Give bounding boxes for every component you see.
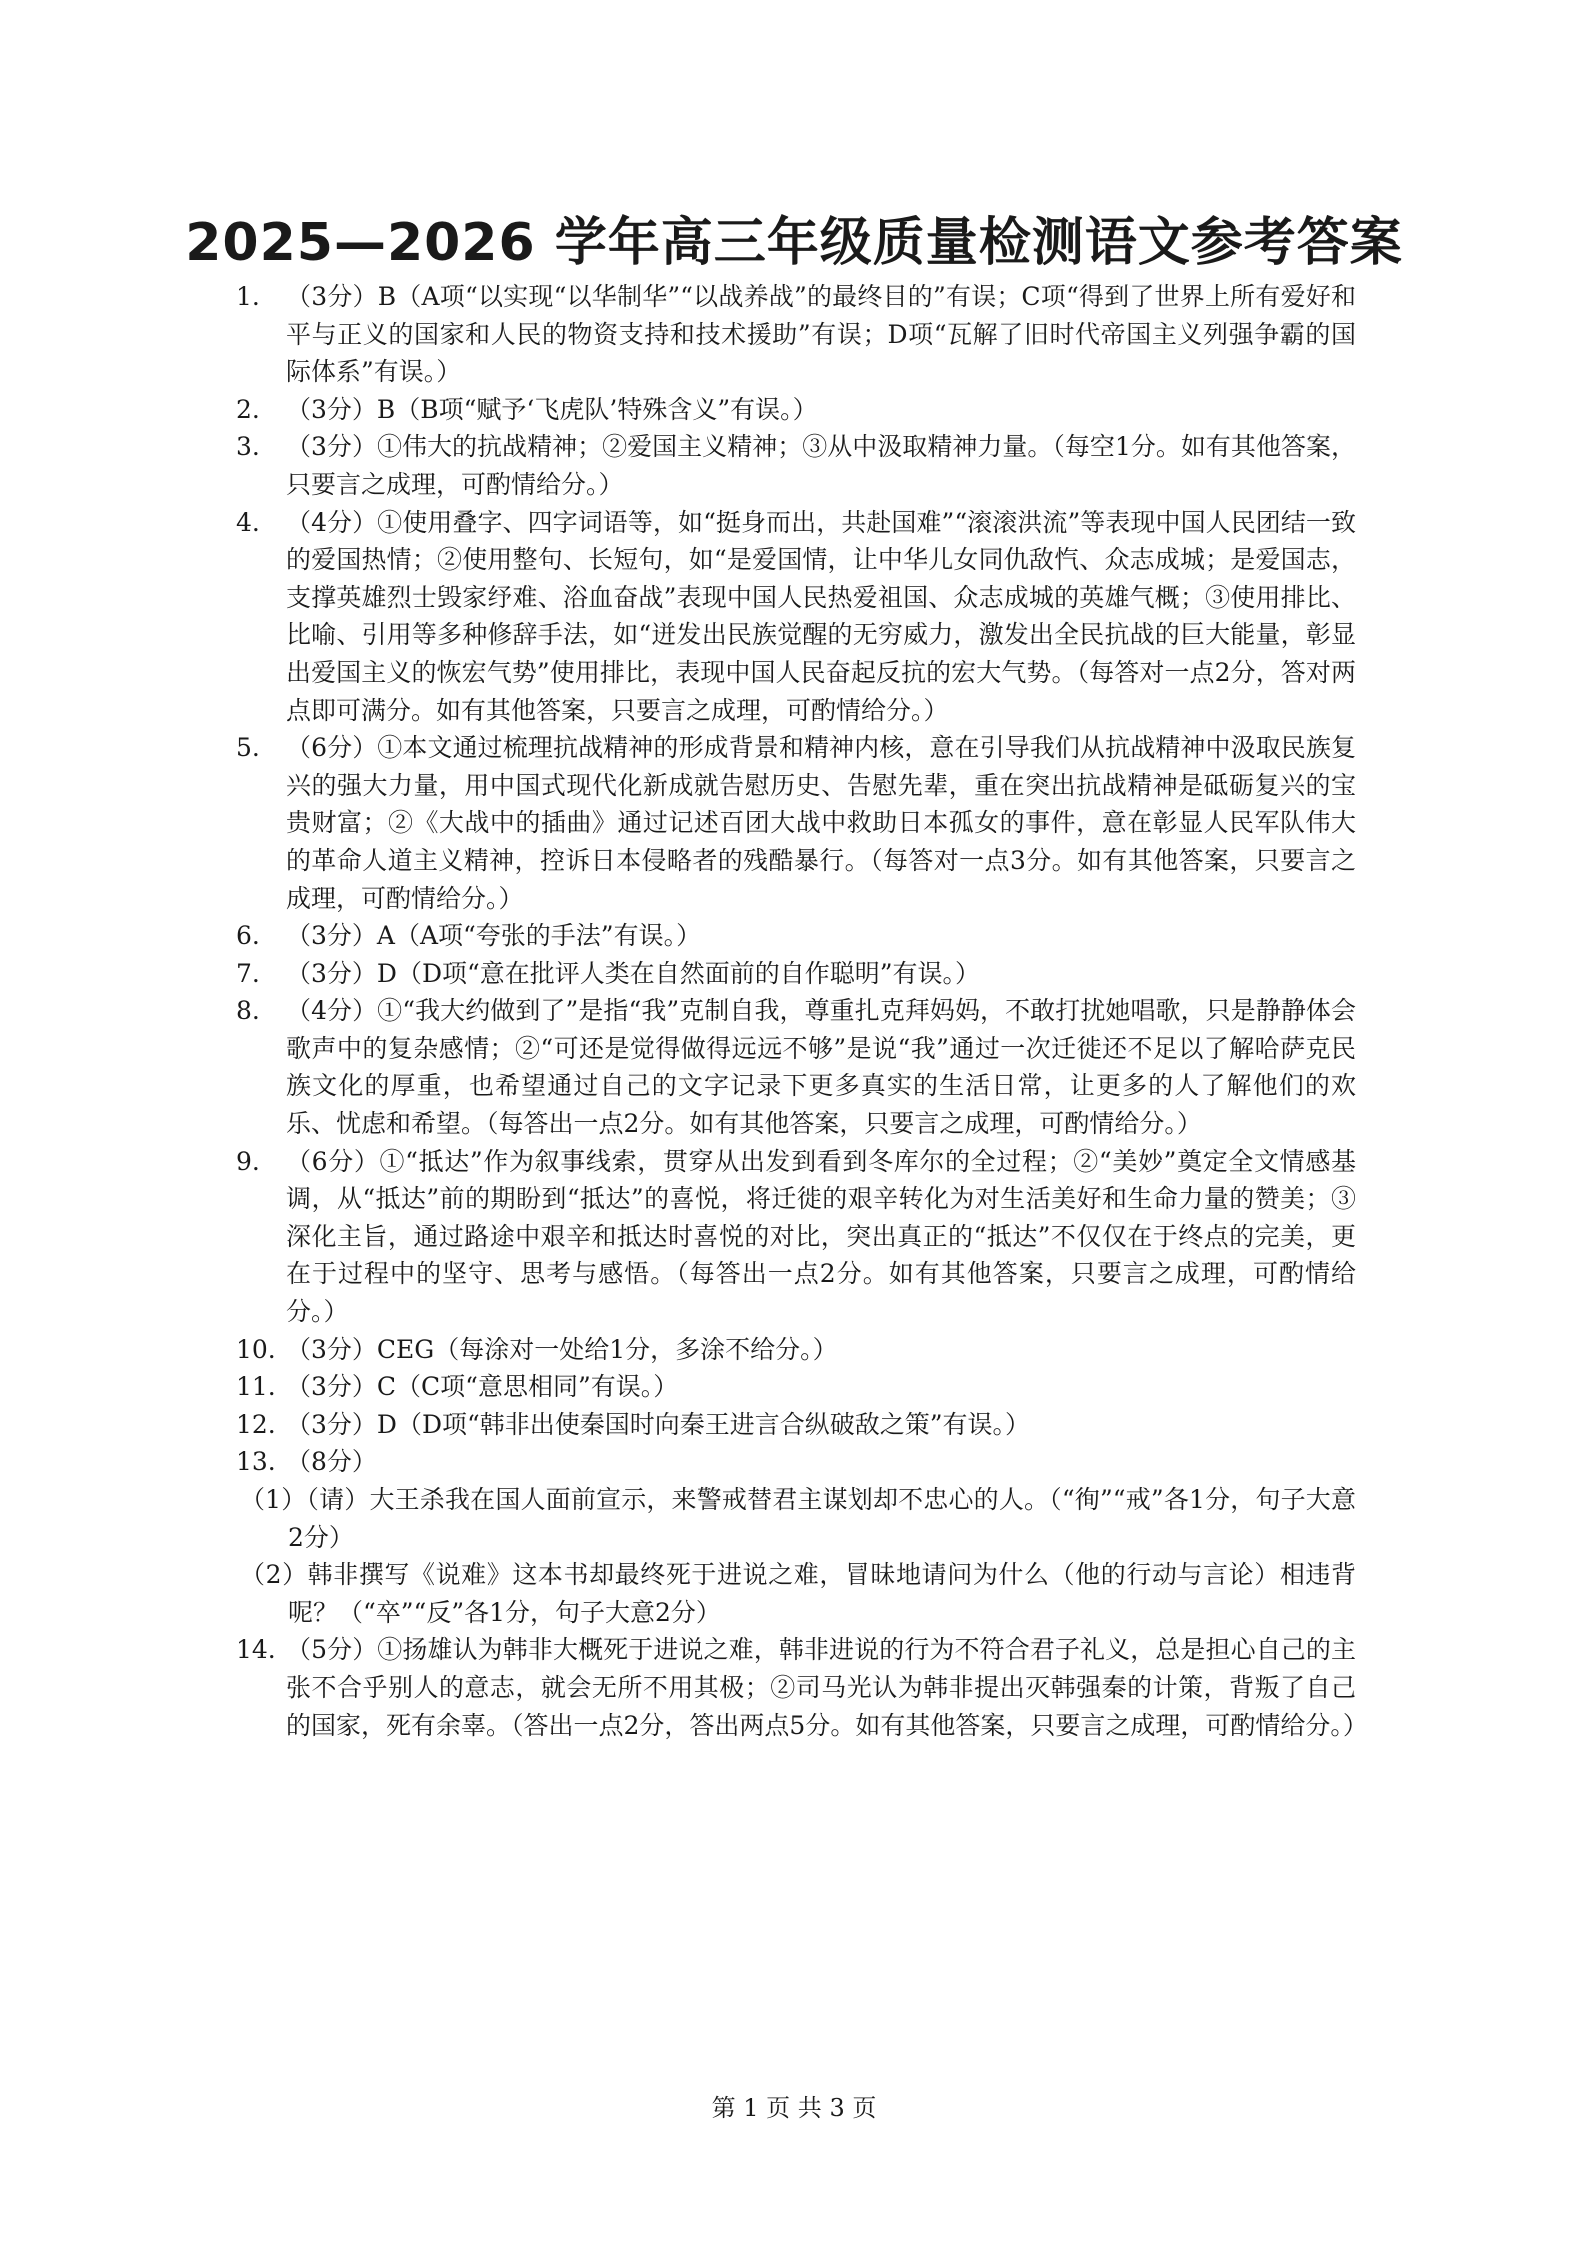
answer-text: （3分）①伟大的抗战精神；②爱国主义精神；③从中汲取精神力量。（每空1分。如有其他答案，只要言之成理，可酌情给分。）: [286, 432, 1356, 499]
answer-item-1: [236, 278, 1356, 391]
answer-text: （6分）①“抵达”作为叙事线索，贯穿从出发到看到冬库尔的全过程；②“美妙”奠定全文情感基调，从“抵达”前的期盼到“抵达”的喜悦，将迁徙的艰辛转化为对生活美好和生命力量的赞美；③深化主旨，通过路途中艰辛和抵达时喜悦的对比，突出真正的“抵达”不仅仅在于终点的完美，更在于过程中的坚守、思考与感悟。（每答出一点2分。如有其他答案，只要言之成理，可酌情给分。）: [286, 1146, 1356, 1327]
answer-item-14: [236, 1631, 1368, 1744]
answer-item-4: [236, 504, 1356, 730]
answer-number: 5.: [236, 733, 260, 763]
answer-item-10: [236, 1331, 1356, 1369]
answer-number: 2.: [236, 394, 260, 424]
answer-item-6: [236, 917, 1356, 955]
answer-item-3: [236, 428, 1356, 503]
answer-number: 14.: [236, 1635, 276, 1665]
answer-item-11: [236, 1368, 1356, 1406]
page-footer: 第 1 页 共 3 页: [711, 2094, 877, 2122]
answer-number: 9.: [236, 1146, 260, 1176]
answer-text: （3分）A（A项“夸张的手法”有误。）: [286, 921, 702, 951]
answer-number: 10.: [236, 1334, 276, 1364]
answer-number: 12.: [236, 1409, 276, 1439]
answer-number: 8.: [236, 996, 260, 1026]
answer-item-9: [236, 1143, 1356, 1331]
answer-item-7: [236, 955, 1356, 993]
answer-text: （4分）①使用叠字、四字词语等，如“挺身而出，共赴国难”“滚滚洪流”等表现中国人民团结一致的爱国热情；②使用整句、长短句，如“是爱国情，让中华儿女同仇敌忾、众志成城；是爱国志，支撑英雄烈士毁家纾难、浴血奋战”表现中国人民热爱祖国、众志成城的英雄气概；③使用排比、比喻、引用等多种修辞手法，如“迸发出民族觉醒的无穷威力，激发出全民抗战的巨大能量，彰显出爱国主义的恢宏气势”使用排比，表现中国人民奋起反抗的宏大气势。（每答对一点2分，答对两点即可满分。如有其他答案，只要言之成理，可酌情给分。）: [286, 507, 1356, 725]
answer-text: （3分）B（B项“赋予‘飞虎队’特殊含义”有误。）: [286, 394, 818, 424]
sub-answer-13-2: （2）韩非撰写《说难》这本书却最终死于进说之难，冒昧地请问为什么（他的行动与言论）相违背呢？（“卒”“反”各1分，句子大意2分）: [240, 1560, 1356, 1627]
answer-item-2: [236, 391, 1356, 429]
answer-text: （4分）①“我大约做到了”是指“我”克制自我，尊重扎克拜妈妈，不敢打扰她唱歌，只是静静体会歌声中的复杂感情；②“可还是觉得做得远远不够”是说“我”通过一次迁徙还不足以了解哈萨克民族文化的厚重，也希望通过自己的文字记录下更多真实的生活日常，让更多的人了解他们的欢乐、忧虑和希望。（每答出一点2分。如有其他答案，只要言之成理，可酌情给分。）: [286, 996, 1356, 1139]
answer-item-5: [236, 729, 1356, 917]
answer-number: 11.: [236, 1372, 276, 1402]
answer-number: 1.: [236, 282, 260, 311]
document-title: 2025—2026 学年高三年级质量检测语文参考答案: [185, 213, 1403, 273]
answer-text: （3分）D（D项“意在批评人类在自然面前的自作聪明”有误。）: [286, 958, 981, 988]
answer-text: （3分）C（C项“意思相同”有误。）: [286, 1372, 679, 1402]
answer-number: 6.: [236, 921, 260, 951]
answer-number: 4.: [236, 507, 260, 537]
answer-text: （8分）: [286, 1447, 377, 1477]
answer-item-8: [236, 992, 1356, 1142]
answer-text: （3分）CEG（每涂对一处给1分，多涂不给分。）: [286, 1334, 838, 1364]
answer-text: （6分）①本文通过梳理抗战精神的形成背景和精神内核，意在引导我们从抗战精神中汲取民族复兴的强大力量，用中国式现代化新成就告慰历史、告慰先辈，重在突出抗战精神是砥砺复兴的宝贵财富；②《大战中的插曲》通过记述百团大战中救助日本孤女的事件，意在彰显人民军队伟大的革命人道主义精神，控诉日本侵略者的残酷暴行。（每答对一点3分。如有其他答案，只要言之成理，可酌情给分。）: [286, 733, 1356, 913]
answer-number: 7.: [236, 958, 260, 988]
answer-item-12: [236, 1406, 1356, 1444]
answer-item-13: [236, 1443, 1356, 1481]
answer-text: （3分）D（D项“韩非出使秦国时向秦王进言合纵破敌之策”有误。）: [286, 1409, 1031, 1439]
sub-answer-13-1: （1）（请）大王杀我在国人面前宣示，来警戒替君主谋划却不忠心的人。（“徇”“戒”各1分，句子大意2分）: [240, 1485, 1356, 1552]
answer-number: 3.: [236, 432, 260, 462]
answer-text: （3分）B（A项“以实现“以华制华”“以战养战”的最终目的”有误；C项“得到了世界上所有爱好和平与正义的国家和人民的物资支持和技术援助”有误；D项“瓦解了旧时代帝国主义列强争霸的国际体系”有误。）: [286, 282, 1356, 387]
answer-text: （5分）①扬雄认为韩非大概死于进说之难，韩非进说的行为不符合君子礼义，总是担心自己的主张不合乎别人的意志，就会无所不用其极；②司马光认为韩非提出灭韩强秦的计策，背叛了自己的国家，死有余辜。（答出一点2分，答出两点5分。如有其他答案，只要言之成理，可酌情给分。）: [286, 1635, 1368, 1740]
answer-number: 13.: [236, 1447, 276, 1477]
answer-list: [236, 278, 1368, 1744]
